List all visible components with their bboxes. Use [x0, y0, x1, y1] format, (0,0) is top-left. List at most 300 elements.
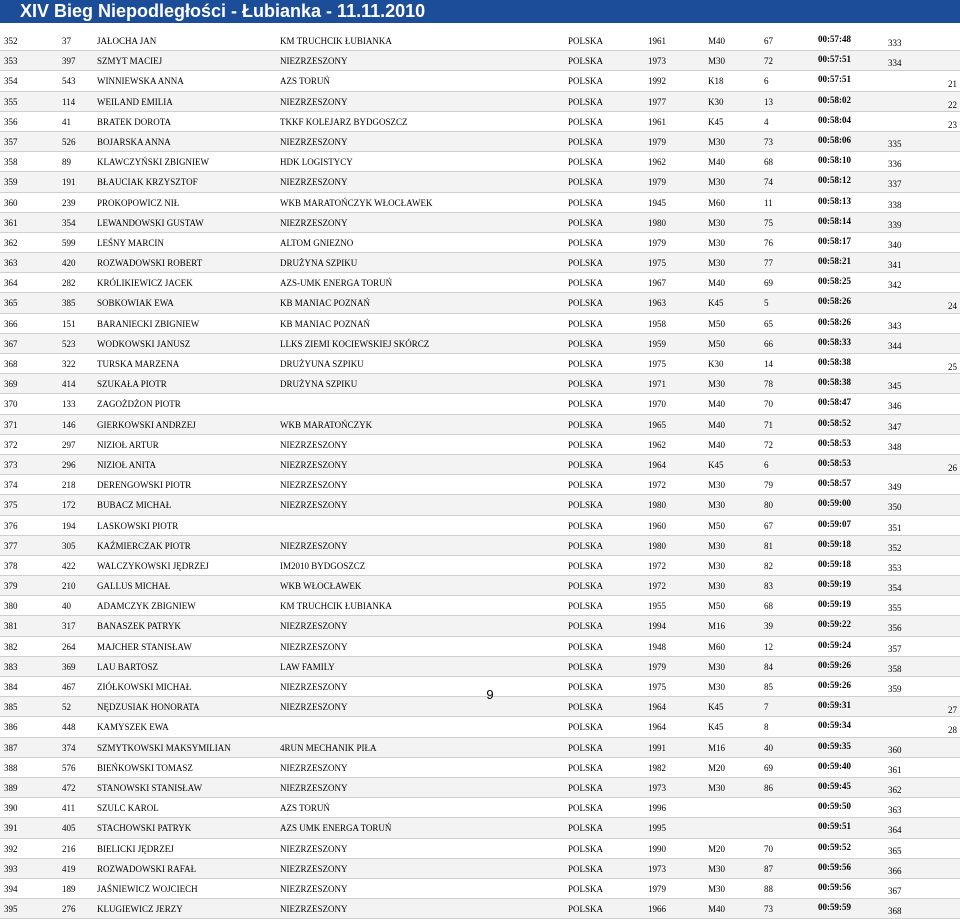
club-cell: TKKF KOLEJARZ BYDGOSZCZ	[280, 116, 408, 127]
finish-time-cell: 00:59:51	[818, 821, 851, 832]
category-place-cell: 6	[764, 459, 769, 470]
birth-year-cell: 1990	[648, 843, 666, 854]
bib-cell: 374	[62, 742, 76, 753]
finish-time-cell: 00:58:52	[818, 417, 851, 428]
table-row	[0, 314, 960, 334]
place-cell: 377	[4, 540, 18, 551]
finish-time-cell: 00:59:19	[818, 599, 851, 610]
runner-name-cell: SZULC KAROL	[97, 803, 159, 814]
birth-year-cell: 1965	[648, 419, 666, 430]
finish-time-cell: 00:58:26	[818, 316, 851, 327]
club-cell: NIEZRZESZONY	[280, 540, 348, 551]
club-cell: 4RUN MECHANIK PIŁA	[280, 742, 377, 753]
table-row	[0, 536, 960, 556]
club-cell: DRUŻYUNA SZPIKU	[280, 359, 364, 369]
table-row	[0, 213, 960, 233]
table-row	[0, 253, 960, 273]
place-cell: 358	[4, 157, 18, 168]
country-cell: POLSKA	[568, 116, 604, 127]
club-cell: DRUŻYNA SZPIKU	[280, 379, 358, 390]
open-place-cell: 357	[888, 643, 902, 654]
category-cell: M30	[708, 883, 726, 894]
runner-name-cell: BIELICKI JĘDRZEJ	[97, 843, 174, 854]
birth-year-cell: 1975	[648, 682, 666, 692]
table-row	[0, 71, 960, 91]
runner-name-cell: BOJARSKA ANNA	[97, 136, 171, 147]
place-cell: 371	[4, 419, 18, 430]
finish-time-cell: 00:59:56	[818, 881, 851, 892]
finish-time-cell: 00:58:47	[818, 397, 851, 408]
runner-name-cell: SOBKOWIAK EWA	[97, 298, 174, 309]
table-row	[0, 758, 960, 778]
place-cell: 362	[4, 237, 18, 248]
country-cell: POLSKA	[568, 36, 604, 46]
category-cell: M30	[708, 480, 726, 491]
open-place-cell: 356	[888, 623, 902, 634]
finish-time-cell: 00:58:02	[818, 94, 851, 105]
table-row	[0, 475, 960, 495]
bib-cell: 146	[62, 419, 76, 430]
finish-time-cell: 00:59:50	[818, 801, 851, 812]
category-cell: M60	[708, 197, 726, 208]
country-cell: POLSKA	[568, 762, 604, 773]
country-cell: POLSKA	[568, 318, 604, 329]
club-cell: HDK LOGISTYCY	[280, 157, 353, 168]
bib-cell: 282	[62, 278, 76, 289]
finish-time-cell: 00:59:18	[818, 538, 851, 549]
club-cell: NIEZRZESZONY	[280, 782, 348, 793]
bib-cell: 385	[62, 298, 76, 309]
open-place-cell: 361	[888, 764, 902, 775]
category-place-cell: 85	[764, 682, 773, 692]
club-cell: KM TRUCHCIK ŁUBIANKA	[280, 601, 392, 612]
finish-time-cell: 00:59:00	[818, 498, 851, 509]
open-place-cell: 364	[888, 825, 902, 836]
bib-cell: 397	[62, 56, 76, 67]
table-row	[0, 818, 960, 838]
table-row	[0, 374, 960, 394]
table-row	[0, 657, 960, 677]
birth-year-cell: 1973	[648, 863, 666, 874]
birth-year-cell: 1982	[648, 762, 666, 773]
birth-year-cell: 1980	[648, 217, 666, 228]
bib-cell: 191	[62, 177, 76, 188]
open-place-cell: 350	[888, 502, 902, 513]
table-row	[0, 233, 960, 253]
club-cell: NIEZRZESZONY	[280, 883, 348, 894]
finish-time-cell: 00:57:51	[818, 54, 851, 65]
category-cell: M40	[708, 419, 726, 430]
category-cell: K45	[708, 702, 724, 713]
bib-cell: 369	[62, 661, 76, 672]
runner-name-cell: KAŹMIERCZAK PIOTR	[97, 540, 191, 551]
place-cell: 369	[4, 379, 18, 390]
club-cell: KB MANIAC POZNAŃ	[280, 298, 371, 309]
runner-name-cell: SZUKAŁA PIOTR	[97, 379, 167, 390]
table-row	[0, 637, 960, 657]
bib-cell: 194	[62, 520, 76, 531]
bib-cell: 133	[62, 399, 76, 410]
runner-name-cell: NĘDZUSIAK HONORATA	[97, 702, 200, 713]
category-cell: M50	[708, 318, 726, 329]
place-cell: 352	[4, 36, 18, 46]
country-cell: POLSKA	[568, 904, 604, 915]
runner-name-cell: KAMYSZEK EWA	[97, 722, 169, 733]
finish-time-cell: 00:59:26	[818, 680, 851, 690]
category-cell: M30	[708, 863, 726, 874]
runner-name-cell: TURSKA MARZENA	[97, 359, 180, 369]
birth-year-cell: 1980	[648, 540, 666, 551]
category-place-cell: 71	[764, 419, 773, 430]
table-row	[0, 717, 960, 737]
club-cell: DRUŻYNA SZPIKU	[280, 258, 358, 269]
category-place-cell: 11	[764, 197, 773, 208]
bib-cell: 405	[62, 823, 76, 834]
runner-name-cell: BIEŃKOWSKI TOMASZ	[97, 762, 193, 773]
finish-time-cell: 00:59:26	[818, 659, 851, 670]
place-cell: 374	[4, 480, 18, 491]
finish-time-cell: 00:58:57	[818, 478, 851, 489]
place-cell: 368	[4, 359, 18, 369]
runner-name-cell: SZMYTKOWSKI MAKSYMILIAN	[97, 742, 231, 753]
runner-name-cell: WINNIEWSKA ANNA	[97, 76, 184, 87]
bib-cell: 296	[62, 459, 76, 470]
country-cell: POLSKA	[568, 601, 604, 612]
finish-time-cell: 00:57:48	[818, 34, 851, 44]
country-cell: POLSKA	[568, 419, 604, 430]
place-cell: 390	[4, 803, 18, 814]
runner-name-cell: BANASZEK PATRYK	[97, 621, 181, 632]
category-place-cell: 75	[764, 217, 773, 228]
birth-year-cell: 1964	[648, 722, 666, 733]
category-cell: M30	[708, 500, 726, 511]
open-place-cell: 346	[888, 401, 902, 412]
runner-name-cell: ADAMCZYK ZBIGNIEW	[97, 601, 196, 612]
open-place-cell: 368	[888, 906, 902, 917]
country-cell: POLSKA	[568, 56, 604, 67]
finish-time-cell: 00:59:45	[818, 780, 851, 791]
category-cell: M60	[708, 641, 726, 652]
open-place-cell: 339	[888, 219, 902, 230]
bib-cell: 37	[62, 36, 71, 46]
category-cell: M30	[708, 217, 726, 228]
runner-name-cell: ROZWADOWSKI ROBERT	[97, 258, 203, 269]
birth-year-cell: 1962	[648, 157, 666, 168]
table-row	[0, 879, 960, 899]
category-place-cell: 72	[764, 439, 773, 450]
place-cell: 357	[4, 136, 18, 147]
finish-time-cell: 00:58:33	[818, 336, 851, 347]
runner-name-cell: NIZIOŁ ARTUR	[97, 439, 159, 450]
birth-year-cell: 1961	[648, 36, 666, 46]
country-cell: POLSKA	[568, 661, 604, 672]
table-row	[0, 193, 960, 213]
birth-year-cell: 1959	[648, 338, 666, 349]
club-cell: WKB MARATOŃCZYK WŁOCŁAWEK	[280, 197, 433, 208]
runner-name-cell: WEILAND EMILIA	[97, 96, 173, 107]
finish-time-cell: 00:59:24	[818, 639, 851, 650]
country-cell: POLSKA	[568, 702, 604, 713]
page-number: 9	[486, 687, 494, 702]
open-place-cell: 354	[888, 583, 902, 594]
country-cell: POLSKA	[568, 439, 604, 450]
bib-cell: 467	[62, 682, 76, 692]
runner-name-cell: STANOWSKI STANISŁAW	[97, 782, 203, 793]
club-cell: NIEZRZESZONY	[280, 177, 348, 188]
finish-time-cell: 00:57:51	[818, 74, 851, 85]
club-cell: NIEZRZESZONY	[280, 136, 348, 147]
place-cell: 391	[4, 823, 18, 834]
birth-year-cell: 1945	[648, 197, 666, 208]
category-cell: M30	[708, 177, 726, 188]
category-place-cell: 12	[764, 641, 773, 652]
runner-name-cell: BUBACZ MICHAŁ	[97, 500, 172, 511]
birth-year-cell: 1979	[648, 136, 666, 147]
place-cell: 359	[4, 177, 18, 188]
club-cell: NIEZRZESZONY	[280, 56, 348, 67]
bib-cell: 576	[62, 762, 76, 773]
place-cell: 366	[4, 318, 18, 329]
country-cell: POLSKA	[568, 500, 604, 511]
place-cell: 394	[4, 883, 18, 894]
place-cell: 355	[4, 96, 18, 107]
runner-name-cell: KLAWCZYŃSKI ZBIGNIEW	[97, 157, 210, 168]
country-cell: POLSKA	[568, 217, 604, 228]
category-place-cell: 6	[764, 76, 769, 87]
runner-name-cell: ZAGOŻDŻON PIOTR	[97, 399, 181, 410]
runner-name-cell: JAŁOCHA JAN	[97, 36, 157, 46]
country-cell: POLSKA	[568, 540, 604, 551]
bib-cell: 52	[62, 702, 71, 713]
finish-time-cell: 00:58:53	[818, 457, 851, 468]
category-place-cell: 87	[764, 863, 773, 874]
table-row	[0, 778, 960, 798]
category-place-cell: 68	[764, 157, 773, 168]
open-place-cell: 342	[888, 280, 902, 291]
category-place-cell: 39	[764, 621, 773, 632]
birth-year-cell: 1964	[648, 459, 666, 470]
category-place-cell: 68	[764, 601, 773, 612]
birth-year-cell: 1971	[648, 379, 666, 390]
bib-cell: 448	[62, 722, 76, 733]
club-cell: IM2010 BYDGOSZCZ	[280, 560, 366, 571]
category-place-cell: 83	[764, 581, 773, 592]
category-place-cell: 79	[764, 480, 773, 491]
club-cell: WKB MARATOŃCZYK	[280, 419, 373, 430]
bib-cell: 420	[62, 258, 76, 269]
category-cell: M40	[708, 36, 726, 46]
category-place-cell: 70	[764, 399, 773, 410]
finish-time-cell: 00:58:17	[818, 235, 851, 246]
runner-name-cell: NIZIOŁ ANITA	[97, 459, 157, 470]
open-place-cell: 366	[888, 865, 902, 876]
country-cell: POLSKA	[568, 96, 604, 107]
club-cell: NIEZRZESZONY	[280, 459, 348, 470]
runner-name-cell: WALCZYKOWSKI JĘDRZEJ	[97, 560, 209, 571]
country-cell: POLSKA	[568, 459, 604, 470]
place-cell: 389	[4, 782, 18, 793]
women-place-cell: 26	[948, 462, 957, 473]
finish-time-cell: 00:59:18	[818, 558, 851, 569]
runner-name-cell: LEŚNY MARCIN	[97, 237, 164, 248]
category-cell: M30	[708, 682, 726, 692]
finish-time-cell: 00:58:21	[818, 256, 851, 267]
category-place-cell: 74	[764, 177, 773, 188]
finish-time-cell: 00:59:34	[818, 720, 851, 731]
place-cell: 361	[4, 217, 18, 228]
table-row	[0, 132, 960, 152]
runner-name-cell: BŁAUCIAK KRZYSZTOF	[97, 177, 198, 188]
place-cell: 383	[4, 661, 18, 672]
bib-cell: 411	[62, 803, 76, 814]
club-cell: NIEZRZESZONY	[280, 621, 348, 632]
birth-year-cell: 1948	[648, 641, 666, 652]
finish-time-cell: 00:59:22	[818, 619, 851, 630]
open-place-cell: 345	[888, 381, 902, 392]
category-place-cell: 76	[764, 237, 773, 248]
birth-year-cell: 1973	[648, 782, 666, 793]
place-cell: 376	[4, 520, 18, 531]
category-cell: M20	[708, 843, 726, 854]
country-cell: POLSKA	[568, 843, 604, 854]
country-cell: POLSKA	[568, 560, 604, 571]
birth-year-cell: 1970	[648, 399, 666, 410]
category-cell: M50	[708, 338, 726, 349]
table-row	[0, 859, 960, 879]
open-place-cell: 344	[888, 340, 902, 351]
club-cell: KB MANIAC POZNAŃ	[280, 318, 371, 329]
category-cell: M30	[708, 560, 726, 571]
category-cell: M30	[708, 581, 726, 592]
category-place-cell: 67	[764, 520, 773, 531]
place-cell: 392	[4, 843, 18, 854]
category-place-cell: 69	[764, 278, 773, 289]
runner-name-cell: ROZWADOWSKI RAFAŁ	[97, 863, 197, 874]
country-cell: POLSKA	[568, 278, 604, 289]
club-cell: AZS TORUŃ	[280, 76, 330, 87]
runner-name-cell: KRÓLIKIEWICZ JACEK	[97, 278, 193, 289]
country-cell: POLSKA	[568, 520, 604, 531]
category-place-cell: 77	[764, 258, 773, 269]
birth-year-cell: 1979	[648, 237, 666, 248]
open-place-cell: 338	[888, 199, 902, 210]
bib-cell: 523	[62, 338, 76, 349]
category-place-cell: 13	[764, 96, 773, 107]
birth-year-cell: 1992	[648, 76, 666, 87]
birth-year-cell: 1972	[648, 560, 666, 571]
country-cell: POLSKA	[568, 823, 604, 834]
finish-time-cell: 00:59:07	[818, 518, 851, 529]
club-cell: AZS UMK ENERGA TORUŃ	[280, 823, 392, 834]
open-place-cell: 353	[888, 562, 902, 573]
birth-year-cell: 1977	[648, 96, 666, 107]
table-row	[0, 738, 960, 758]
open-place-cell: 362	[888, 784, 902, 795]
finish-time-cell: 00:59:59	[818, 902, 851, 913]
country-cell: POLSKA	[568, 480, 604, 491]
country-cell: POLSKA	[568, 177, 604, 188]
finish-time-cell: 00:59:40	[818, 760, 851, 771]
category-place-cell: 8	[764, 722, 769, 733]
club-cell: NIEZRZESZONY	[280, 904, 348, 915]
open-place-cell: 340	[888, 239, 902, 250]
place-cell: 375	[4, 500, 18, 511]
category-cell: K18	[708, 76, 724, 87]
birth-year-cell: 1973	[648, 56, 666, 67]
bib-cell: 422	[62, 560, 76, 571]
place-cell: 387	[4, 742, 18, 753]
bib-cell: 354	[62, 217, 76, 228]
table-row	[0, 516, 960, 536]
category-cell: M20	[708, 762, 726, 773]
place-cell: 381	[4, 621, 18, 632]
place-cell: 372	[4, 439, 18, 450]
women-place-cell: 24	[948, 301, 957, 312]
runner-name-cell: GIERKOWSKI ANDRZEJ	[97, 419, 196, 430]
bib-cell: 41	[62, 116, 71, 127]
finish-time-cell: 00:59:19	[818, 579, 851, 590]
club-cell: AZS-UMK ENERGA TORUŃ	[280, 278, 393, 289]
category-cell: K45	[708, 459, 724, 470]
women-place-cell: 22	[948, 99, 957, 110]
place-cell: 378	[4, 560, 18, 571]
category-place-cell: 73	[764, 904, 773, 915]
category-cell: M30	[708, 782, 726, 793]
category-cell: M30	[708, 379, 726, 390]
place-cell: 386	[4, 722, 18, 733]
open-place-cell: 334	[888, 58, 902, 69]
country-cell: POLSKA	[568, 641, 604, 652]
table-row	[0, 798, 960, 818]
finish-time-cell: 00:58:10	[818, 155, 851, 166]
club-cell: NIEZRZESZONY	[280, 682, 348, 692]
category-place-cell: 72	[764, 56, 773, 67]
title-bar	[0, 0, 960, 23]
bib-cell: 40	[62, 601, 71, 612]
finish-time-cell: 00:58:14	[818, 215, 851, 226]
category-place-cell: 69	[764, 762, 773, 773]
birth-year-cell: 1967	[648, 278, 666, 289]
birth-year-cell: 1980	[648, 500, 666, 511]
club-cell: NIEZRZESZONY	[280, 96, 348, 107]
place-cell: 367	[4, 338, 18, 349]
bib-cell: 543	[62, 76, 76, 87]
runner-name-cell: SZMYT MACIEJ	[97, 56, 163, 67]
country-cell: POLSKA	[568, 197, 604, 208]
open-place-cell: 349	[888, 482, 902, 493]
open-place-cell: 335	[888, 138, 902, 149]
bib-cell: 305	[62, 540, 76, 551]
country-cell: POLSKA	[568, 621, 604, 632]
place-cell: 393	[4, 863, 18, 874]
category-cell: K45	[708, 116, 724, 127]
club-cell: NIEZRZESZONY	[280, 500, 348, 511]
finish-time-cell: 00:58:38	[818, 357, 851, 367]
finish-time-cell: 00:58:06	[818, 134, 851, 145]
table-row	[0, 293, 960, 313]
country-cell: POLSKA	[568, 581, 604, 592]
table-row	[0, 495, 960, 515]
club-cell: NIEZRZESZONY	[280, 641, 348, 652]
category-place-cell: 5	[764, 298, 769, 309]
category-cell: M16	[708, 742, 726, 753]
club-cell: LAW FAMILY	[280, 661, 335, 672]
birth-year-cell: 1991	[648, 742, 666, 753]
country-cell: POLSKA	[568, 338, 604, 349]
table-row	[0, 556, 960, 576]
table-row	[0, 596, 960, 616]
club-cell: NIEZRZESZONY	[280, 480, 348, 491]
